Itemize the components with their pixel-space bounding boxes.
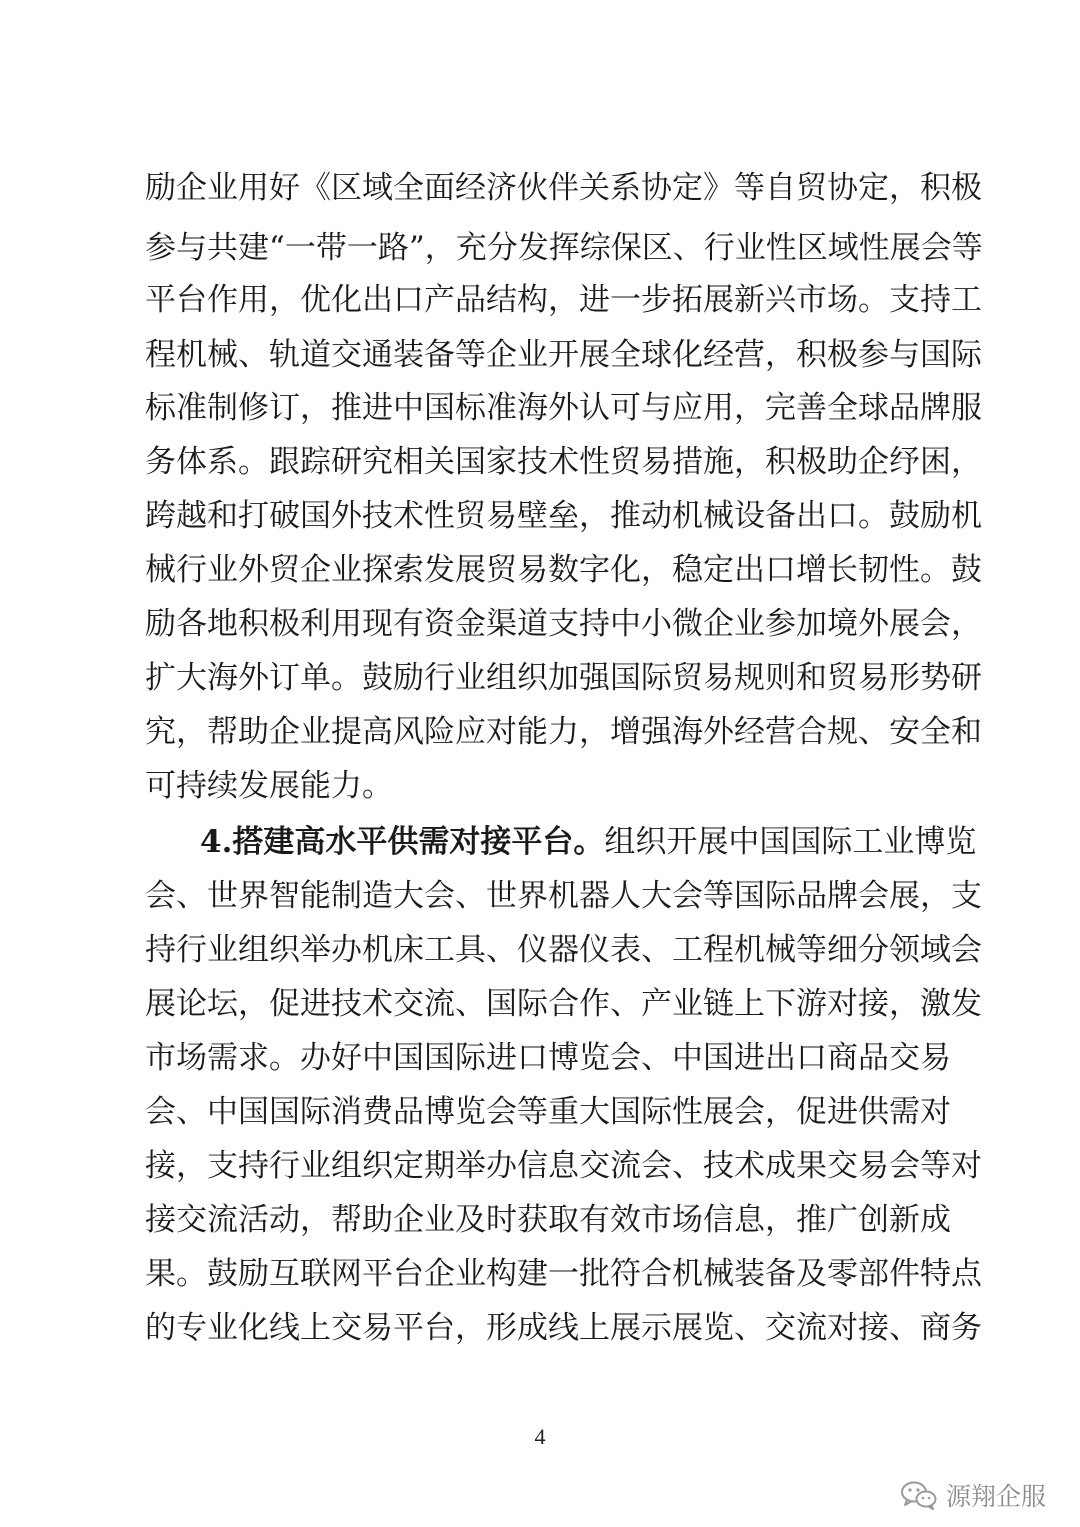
paragraph-line: 励各地积极利用现有资金渠道支持中小微企业参加境外展会， [145,606,982,642]
paragraph-line: 接交流活动，帮助企业及时获取有效市场信息，推广创新成 [145,1202,951,1238]
section-heading: 4.搭建高水平供需对接平台。 [200,824,605,860]
paragraph-line: 展论坛，促进技术交流、国际合作、产业链上下游对接，激发 [145,986,982,1022]
paragraph-line: 果。鼓励互联网平台企业构建一批符合机械装备及零部件特点 [145,1256,982,1292]
wechat-icon [900,1480,938,1510]
section-first-line-text: 组织开展中国国际工业博览 [604,824,977,860]
paragraph-line: 参与共建“一带一路”，充分发挥综保区、行业性区域性展会等 [145,230,983,266]
paragraph-line: 市场需求。办好中国国际进口博览会、中国进出口商品交易 [145,1040,951,1076]
paragraph-line: 接，支持行业组织定期举办信息交流会、技术成果交易会等对 [145,1148,982,1184]
paragraph-line: 标准制修订，推进中国标准海外认可与应用，完善全球品牌服 [145,390,982,426]
page-number: 4 [534,1424,546,1449]
paragraph-line: 的专业化线上交易平台，形成线上展示展览、交流对接、商务 [145,1310,982,1346]
paragraph-line: 可持续发展能力。 [145,768,393,804]
paragraph-line: 会、世界智能制造大会、世界机器人大会等国际品牌会展，支 [145,878,982,914]
paragraph-line: 械行业外贸企业探索发展贸易数字化，稳定出口增长韧性。鼓 [145,552,982,588]
section-first-line [200,812,977,872]
paragraph-line: 励企业用好《区域全面经济伙伴关系协定》等自贸协定，积极 [145,170,982,206]
paragraph-line: 究，帮助企业提高风险应对能力，增强海外经营合规、安全和 [145,714,982,750]
paragraph-line: 程机械、轨道交通装备等企业开展全球化经营，积极参与国际 [145,337,982,373]
watermark [900,1478,1046,1512]
paragraph-line: 持行业组织举办机床工具、仪器仪表、工程机械等细分领域会 [145,932,982,968]
paragraph-line: 务体系。跟踪研究相关国家技术性贸易措施，积极助企纾困， [145,444,982,480]
paragraph-line: 平台作用，优化出口产品结构，进一步拓展新兴市场。支持工 [145,282,982,318]
paragraph-line: 跨越和打破国外技术性贸易壁垒，推动机械设备出口。鼓励机 [145,498,982,534]
paragraph-line: 扩大海外订单。鼓励行业组织加强国际贸易规则和贸易形势研 [145,660,982,696]
paragraph-line: 会、中国国际消费品博览会等重大国际性展会，促进供需对 [145,1094,951,1130]
watermark-text: 源翔企服 [945,1482,1046,1511]
